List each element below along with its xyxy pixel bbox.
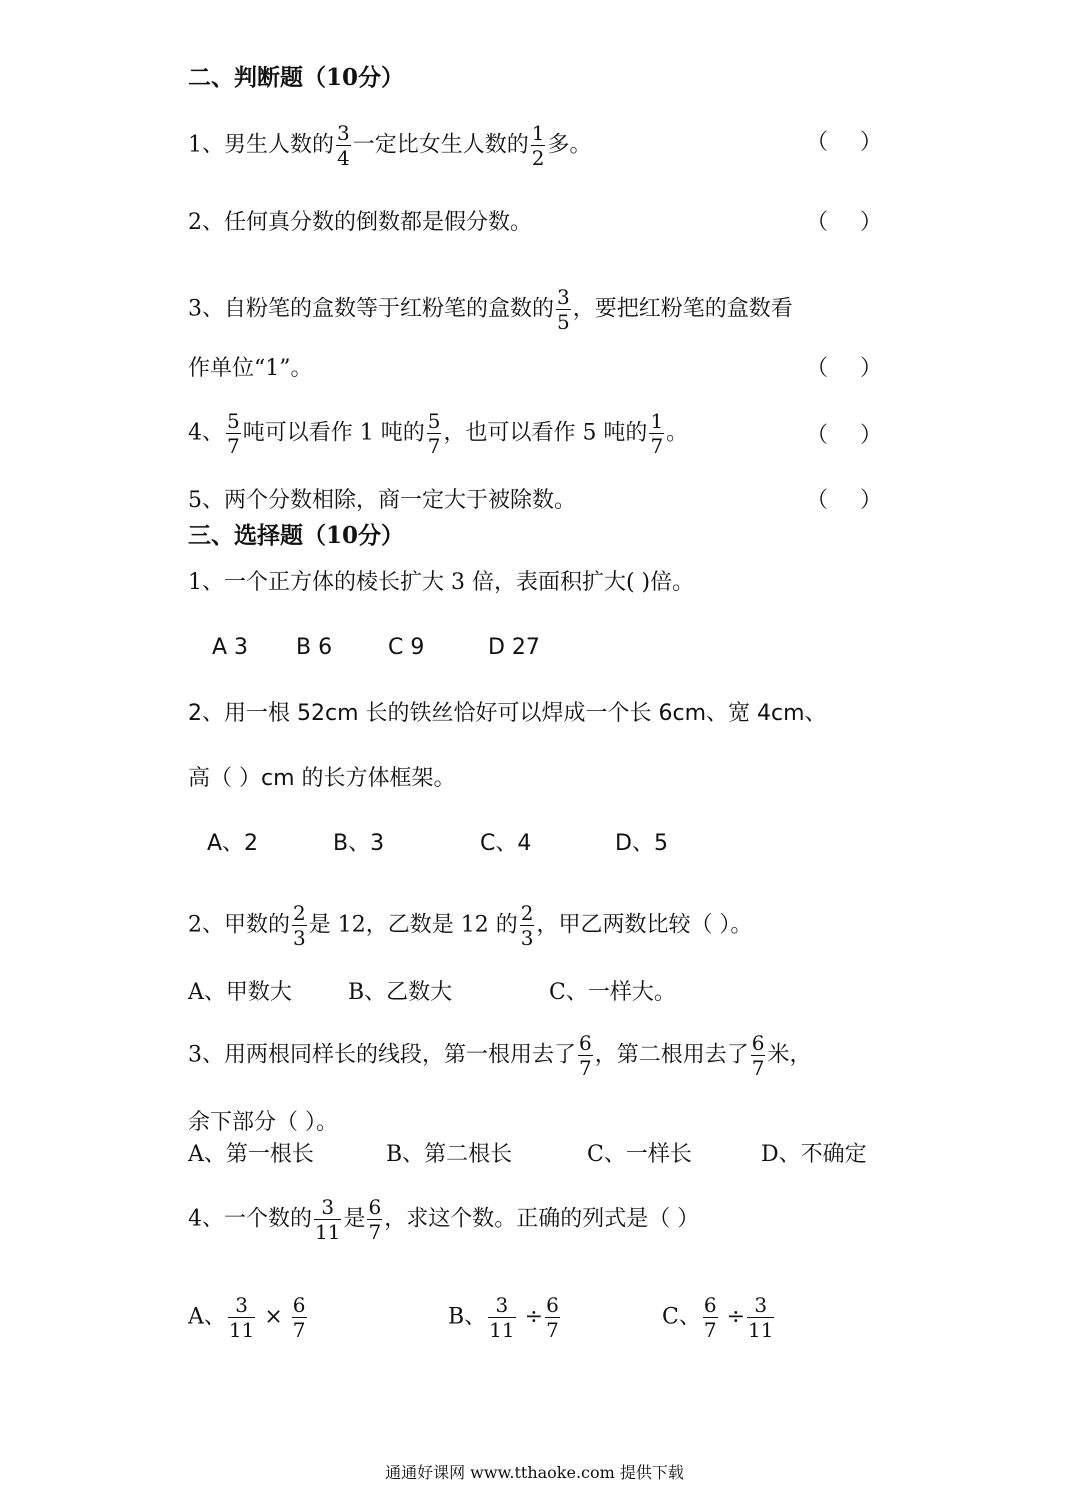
fraction: $\frac{2}{3}$ <box>520 901 534 950</box>
fraction: $\frac{3}{11}$ <box>315 1195 341 1244</box>
choice-q5-text-c: ，求这个数。正确的列式是（ ） <box>384 1206 700 1232</box>
option[interactable]: A、2 <box>207 831 259 856</box>
option[interactable]: A 3 <box>212 635 249 660</box>
fraction: $\frac{5}{7}$ <box>427 409 441 458</box>
option-c[interactable] <box>662 1294 776 1341</box>
operator: ÷ <box>524 1304 544 1330</box>
option[interactable]: C 9 <box>388 635 425 660</box>
judge-q4-text-c: ，也可以看作 5 吨的 <box>443 420 648 446</box>
option[interactable]: C、4 <box>480 831 532 856</box>
option[interactable]: D、5 <box>615 831 668 856</box>
answer-blank[interactable]: （ ） <box>806 210 882 235</box>
judge-q4-text-a: 4、 <box>188 420 224 446</box>
judge-q3-text-b: ，要把红粉笔的盒数看 <box>572 296 793 322</box>
choice-q3 <box>188 902 752 949</box>
fraction: $\frac{3}{11}$ <box>489 1293 515 1342</box>
fraction: $\frac{3}{4}$ <box>337 121 350 170</box>
fraction: $\frac{6}{7}$ <box>579 1031 592 1080</box>
judge-q1-text-a: 1、男生人数的 <box>188 132 334 158</box>
judge-q2: 2、任何真分数的倒数都是假分数。 <box>188 210 532 235</box>
answer-blank[interactable]: （ ） <box>806 488 882 513</box>
section2-title: 二、判断题（10分） <box>188 64 405 91</box>
fraction: $\frac{6}{7}$ <box>546 1293 559 1342</box>
choice-q2-cont: 高（ ）cm 的长方体框架。 <box>188 766 456 791</box>
choice-q3-text-c: ，甲乙两数比较（ ）。 <box>536 912 753 938</box>
option-label: A、 <box>188 1304 226 1330</box>
fraction: $\frac{6}{7}$ <box>292 1293 306 1342</box>
judge-q4 <box>188 410 688 457</box>
judge-q1-text-c: 多。 <box>547 132 592 158</box>
choice-q2: 2、用一根 52cm 长的铁丝恰好可以焊成一个长 6cm、宽 4cm、 <box>188 701 827 726</box>
judge-q3-text-a: 3、自粉笔的盒数等于红粉笔的盒数的 <box>188 296 554 322</box>
operator: × <box>264 1304 283 1330</box>
fraction: $\frac{6}{7}$ <box>751 1031 765 1080</box>
option-a[interactable] <box>188 1294 309 1341</box>
choice-q1: 1、一个正方体的棱长扩大 3 倍，表面积扩大( )倍。 <box>188 570 695 595</box>
fraction: $\frac{3}{11}$ <box>748 1293 774 1342</box>
fraction: $\frac{3}{5}$ <box>557 285 570 334</box>
fraction: $\frac{5}{7}$ <box>227 409 240 458</box>
fraction: $\frac{6}{7}$ <box>703 1293 717 1342</box>
option-b[interactable] <box>448 1294 562 1341</box>
fraction: $\frac{3}{11}$ <box>228 1293 255 1342</box>
option-label: B、 <box>448 1304 487 1330</box>
fraction: $\frac{1}{2}$ <box>531 121 545 170</box>
choice-q3-text-a: 2、甲数的 <box>188 912 290 938</box>
judge-q4-text-b: 吨可以看作 1 吨的 <box>242 420 425 446</box>
option-label: C、 <box>662 1304 701 1330</box>
operator: ÷ <box>726 1304 746 1330</box>
choice-q5-text-b: 是 <box>343 1206 366 1232</box>
choice-q4-text-c: 米， <box>767 1042 812 1068</box>
option[interactable]: B、3 <box>333 831 385 856</box>
judge-q3 <box>188 286 793 333</box>
choice-q4-cont: 余下部分（ ）。 <box>188 1110 338 1135</box>
fraction: $\frac{6}{7}$ <box>368 1195 382 1244</box>
choice-q4 <box>188 1032 812 1079</box>
option[interactable]: B 6 <box>296 635 333 660</box>
judge-q5: 5、两个分数相除，商一定大于被除数。 <box>188 488 576 513</box>
choice-q5-text-a: 4、一个数的 <box>188 1206 312 1232</box>
option[interactable]: B、第二根长 <box>386 1142 513 1167</box>
option[interactable]: A、甲数大 <box>188 980 292 1005</box>
option[interactable]: B、乙数大 <box>348 980 453 1005</box>
answer-blank[interactable]: （ ） <box>806 356 882 381</box>
fraction: $\frac{2}{3}$ <box>293 901 306 950</box>
judge-q3-cont: 作单位“1”。 <box>188 356 313 381</box>
choice-q4-text-a: 3、用两根同样长的线段，第一根用去了 <box>188 1042 576 1068</box>
fraction: $\frac{1}{7}$ <box>650 409 664 458</box>
option[interactable]: C、一样长 <box>587 1142 692 1167</box>
choice-q4-text-b: ，第二根用去了 <box>594 1042 749 1068</box>
option[interactable]: C、一样大。 <box>549 980 676 1005</box>
option[interactable]: D 27 <box>488 635 540 660</box>
choice-q5 <box>188 1196 699 1243</box>
judge-q1-text-b: 一定比女生人数的 <box>352 132 529 158</box>
answer-blank[interactable]: （ ） <box>806 130 882 155</box>
answer-blank[interactable]: （ ） <box>806 423 882 448</box>
section3-title: 三、选择题（10分） <box>188 522 405 549</box>
judge-q4-text-d: 。 <box>666 420 689 446</box>
option[interactable]: A、第一根长 <box>188 1142 314 1167</box>
judge-q1 <box>188 122 592 169</box>
option[interactable]: D、不确定 <box>761 1142 867 1167</box>
choice-q3-text-b: 是 12，乙数是 12 的 <box>308 912 518 938</box>
footer-credit: 通通好课网 www.tthaoke.com 提供下载 <box>385 1463 684 1482</box>
